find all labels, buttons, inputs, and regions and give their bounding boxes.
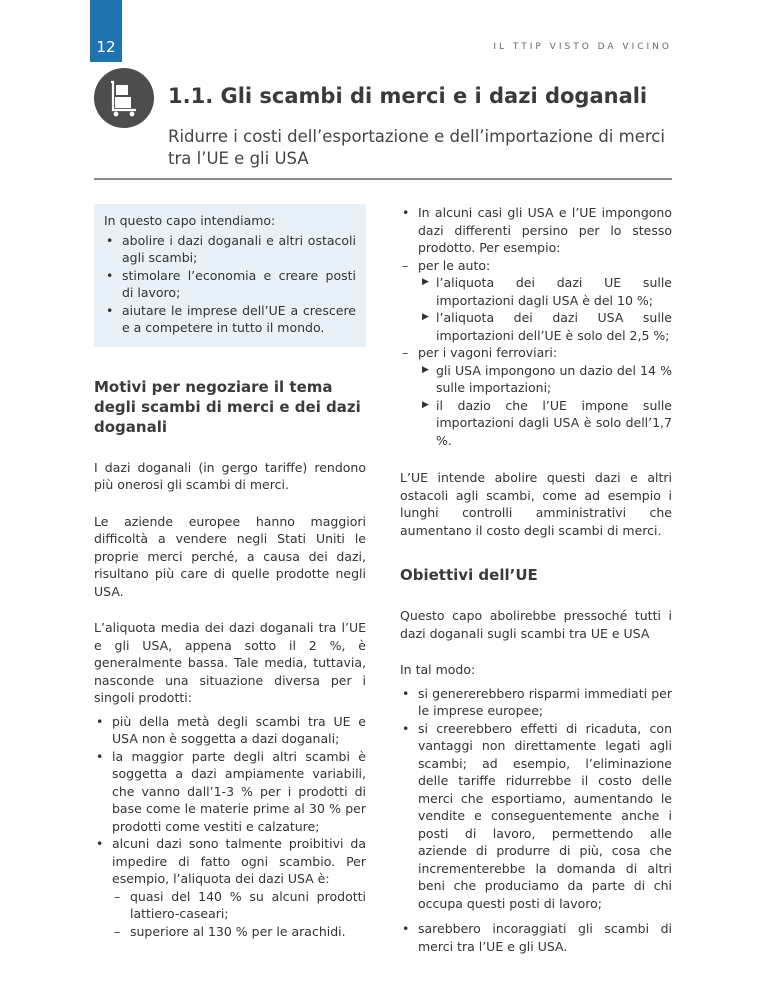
list-item: • stimolare l’economia e creare posti di lavoro; (104, 267, 356, 302)
aims-list (104, 232, 356, 337)
list-item: • più della metà degli scambi tra UE e USA non è soggetta a dazi doganali; (94, 713, 366, 748)
page-number-tab (90, 0, 122, 62)
title-divider (94, 178, 672, 180)
list-item (94, 835, 366, 940)
sub-list (112, 888, 366, 941)
list-item: • In alcuni casi gli USA e l’UE impongono dazi differenti persino per lo stesso prodotto. Per esempio: (400, 204, 672, 257)
sub-list-item: – quasi del 140 % su alcuni prodotti lattiero-caseari; (112, 888, 366, 923)
aims-box (94, 204, 366, 347)
paragraph: In tal modo: (400, 662, 476, 677)
list-item: • sarebbero incoraggiati gli scambi di merci tra l’UE e gli USA. (400, 920, 672, 955)
paragraph: L’UE intende abolire questi dazi e altri ostacoli agli scambi, come ad esempio i lunghi controlli amministrativi che aumentano il costo degli scambi di merci. (400, 470, 672, 538)
obiettivi-list (400, 685, 672, 956)
sub-list-item: – superiore al 130 % per le arachidi. (112, 923, 366, 941)
example-label: per i vagoni ferroviari: (418, 345, 558, 360)
list-item: • abolire i dazi doganali e altri ostacoli agli scambi; (104, 232, 356, 267)
list-item: • si genererebbero risparmi immediati per le imprese europee; (400, 685, 672, 720)
paragraph: L’aliquota media dei dazi doganali tra l’UE e gli USA, appena sotto il 2 %, è generalmente bassa. Tale media, tuttavia, nasconde una situazione diversa per i singoli prodotti: (94, 620, 366, 705)
example-trains (400, 344, 672, 449)
chapter-subtitle: Ridurre i costi dell’esportazione e dell’importazione di merci tra l’UE e gli USA (168, 127, 665, 168)
dazi-list (400, 204, 672, 257)
motivi-list (94, 713, 366, 941)
paragraph: Questo capo abolirebbe pressoché tutti i dazi doganali sugli scambi tra UE e USA (400, 608, 672, 641)
auto-list (418, 274, 672, 344)
section-heading-obiettivi: Obiettivi dell’UE (400, 566, 538, 584)
example-auto (400, 257, 672, 345)
paragraph: Le aziende europee hanno maggiori difficoltà a vendere negli Stati Uniti le proprie merci perché, a causa dei dazi, risultano più care di quelle prodotte negli USA. (94, 513, 366, 599)
list-item: • aiutare le imprese dell’UE a crescere e a competere in tutto il mondo. (104, 302, 356, 337)
page-number: 12 (96, 38, 116, 56)
aims-intro: In questo capo intendiamo: (104, 213, 276, 228)
train-list (418, 362, 672, 450)
example-label: per le auto: (418, 257, 491, 273)
right-column (400, 204, 672, 955)
paragraph: I dazi doganali (in gergo tariffe) rendono più onerosi gli scambi di merci. (94, 459, 366, 492)
sub-list-item: ▶ l’aliquota dei dazi USA sulle importazioni dell’UE è solo del 2,5 %; (418, 309, 672, 344)
sub-list-item: ▶ il dazio che l’UE impone sulle importazioni dagli USA è solo dell’1,7 %. (418, 397, 672, 450)
list-item: • la maggior parte degli altri scambi è soggetta a dazi ampiamente variabili, che vanno dall’1-3 % per i prodotti di base come le materie prime al 30 % per prodotti come vestiti e calzature; (94, 748, 366, 836)
chapter-title: 1.1. Gli scambi di merci e i dazi doganali (168, 84, 648, 108)
section-heading-motivi: Motivi per negoziare il tema degli scambi di merci e dei dazi doganali (94, 377, 361, 436)
left-column (94, 204, 366, 940)
list-item-text: alcuni dazi sono talmente proibitivi da impedire di fatto ogni scambio. Per esempio, l’aliquota dei dazi USA è: (112, 836, 366, 886)
list-item: • si creerebbero effetti di ricaduta, con vantaggi non direttamente legati agli scambi; ad esempio, l’eliminazione delle tariffe ridurrebbe il costo delle merci che esportiamo, aumentando le vendite e conseguentemente anche i posti di lavoro, permettendo alle aziende di produrre di più, cosa che incrementerebbe la domanda di altri beni che produciamo da parte di chi occupa questi posti di lavoro; (400, 720, 672, 913)
sub-list-item: ▶ gli USA impongono un dazio del 14 % sulle importazioni; (418, 362, 672, 397)
trolley-icon (94, 68, 154, 128)
running-title: IL TTIP VISTO DA VICINO (493, 42, 672, 52)
examples-list (400, 257, 672, 450)
sub-list-item: ▶ l’aliquota dei dazi UE sulle importazioni dagli USA è del 10 %; (418, 274, 672, 309)
